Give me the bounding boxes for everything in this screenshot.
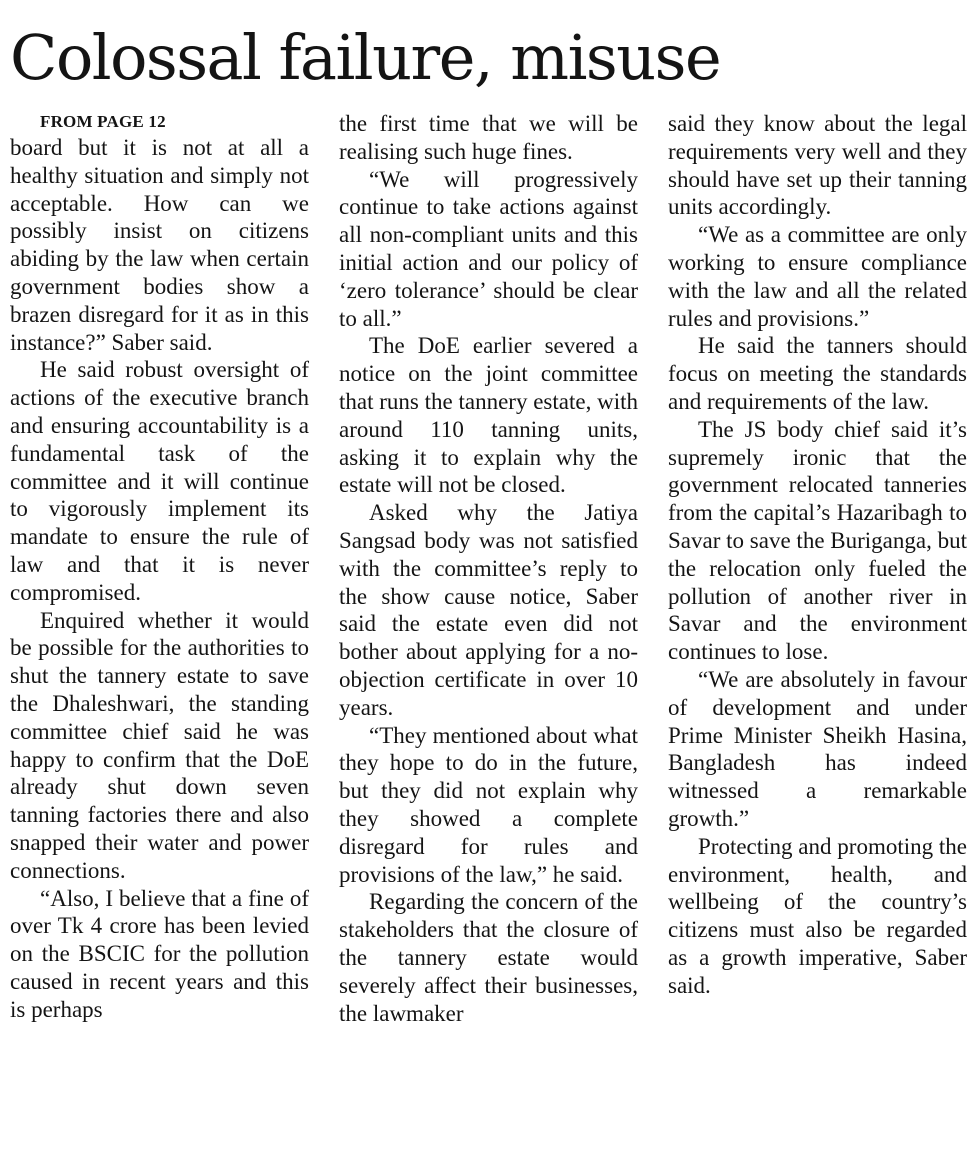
article-column-1: [10, 110, 309, 1024]
paragraph: The JS body chief said it’s supremely ironic that the government relocated tanneries from the capital’s Hazaribagh to Savar to save the Buriganga, but the relocation only fueled the pollution of another river in Savar and the environment continues to lose.: [668, 416, 967, 665]
paragraph: board but it is not at all a healthy situation and simply not acceptable. How can we possibly insist on citizens abiding by the law when certain government bodies show a brazen disregard for it as in this instance?” Saber said.: [10, 135, 309, 355]
paragraph: “We will progressively continue to take actions against all non-compliant units and this initial action and our policy of ‘zero tolerance’ should be clear to all.”: [339, 166, 638, 331]
paragraph: said they know about the legal requirements very well and they should have set up their tanning units accordingly.: [668, 111, 967, 220]
paragraph: He said the tanners should focus on meeting the standards and requirements of the law.: [668, 333, 967, 414]
paragraph: “We as a committee are only working to ensure compliance with the law and all the related rules and provisions.”: [668, 222, 967, 331]
paragraph: Protecting and promoting the environment, health, and wellbeing of the country’s citizens must also be regarded as a growth imperative, Saber said.: [668, 833, 967, 998]
paragraph: the first time that we will be realising such huge fines.: [339, 111, 638, 164]
paragraph: “Also, I believe that a fine of over Tk 4 crore has been levied on the BSCIC for the pollution caused in recent years and this is perhaps: [10, 885, 309, 1022]
paragraph: The DoE earlier severed a notice on the joint committee that runs the tannery estate, with around 110 tanning units, asking it to explain why the estate will not be closed.: [339, 333, 638, 498]
paragraph: Regarding the concern of the stakeholders that the closure of the tannery estate would severely affect their businesses, the lawmaker: [339, 889, 638, 1026]
paragraph: Enquired whether it would be possible for the authorities to shut the tannery estate to save the Dhaleshwari, the standing committee chief said he was happy to confirm that the DoE already shut down seven tanning factories there and also snapped their water and power connections.: [10, 607, 309, 883]
article-column-3: [668, 110, 967, 1000]
paragraph: “We are absolutely in favour of development and under Prime Minister Sheikh Hasina, Bangladesh has indeed witnessed a remarkable growth.”: [668, 666, 967, 831]
paragraph: Asked why the Jatiya Sangsad body was not satisfied with the committee’s reply to the show cause notice, Saber said the estate even did not bother about applying for a no-objection certificate in over 10 years.: [339, 500, 638, 720]
article-column-2: [339, 110, 638, 1027]
headline: Colossal failure, misuse: [10, 21, 721, 94]
continued-from-kicker: FROM PAGE 12: [40, 112, 166, 131]
paragraph: He said robust oversight of actions of the executive branch and ensuring accountability is a fundamental task of the committee and it will continue to vigorously implement its mandate to ensure the rule of law and that it is never compromised.: [10, 357, 309, 605]
paragraph: “They mentioned about what they hope to do in the future, but they did not explain why they showed a complete disregard for rules and provisions of the law,” he said.: [339, 722, 638, 887]
